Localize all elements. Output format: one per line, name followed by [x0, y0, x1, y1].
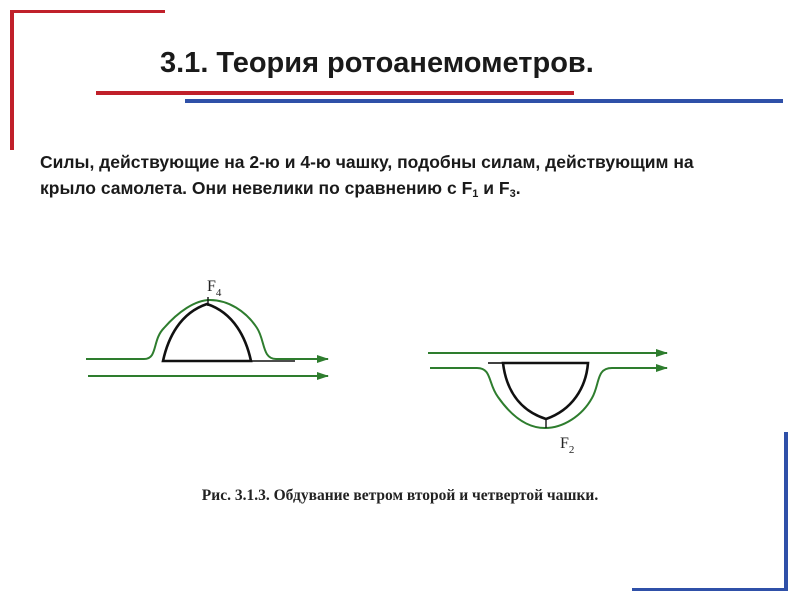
f1-subscript: 1	[472, 188, 479, 200]
paragraph-text-start: Силы, действующие на 2-ю и 4-ю чашку, подобны силам, действующим на крыло самолета. Они невелики по сравнению с F	[40, 152, 694, 198]
slide-title: 3.1. Теория ротоанемометров.	[160, 47, 594, 79]
f2-subscript: 2	[568, 444, 575, 456]
paragraph-text-middle: и F	[478, 178, 510, 198]
f3-subscript: 3	[509, 188, 516, 200]
f4-subscript: 4	[215, 287, 222, 299]
figure-caption: Рис. 3.1.3. Обдувание ветром второй и четвертой чашки.	[201, 487, 599, 504]
cup-2-shape	[503, 363, 588, 419]
cup-4-diagram	[86, 278, 328, 376]
cup-2-diagram	[428, 353, 667, 456]
f4-letter: F	[207, 278, 216, 295]
paragraph-text-end: .	[515, 178, 521, 198]
force-f2-label	[560, 435, 574, 456]
cup-4-upper-flow-line	[86, 300, 328, 359]
force-f4-label	[207, 278, 222, 299]
f2-letter: F	[560, 435, 569, 452]
cup-4-shape	[163, 304, 251, 361]
